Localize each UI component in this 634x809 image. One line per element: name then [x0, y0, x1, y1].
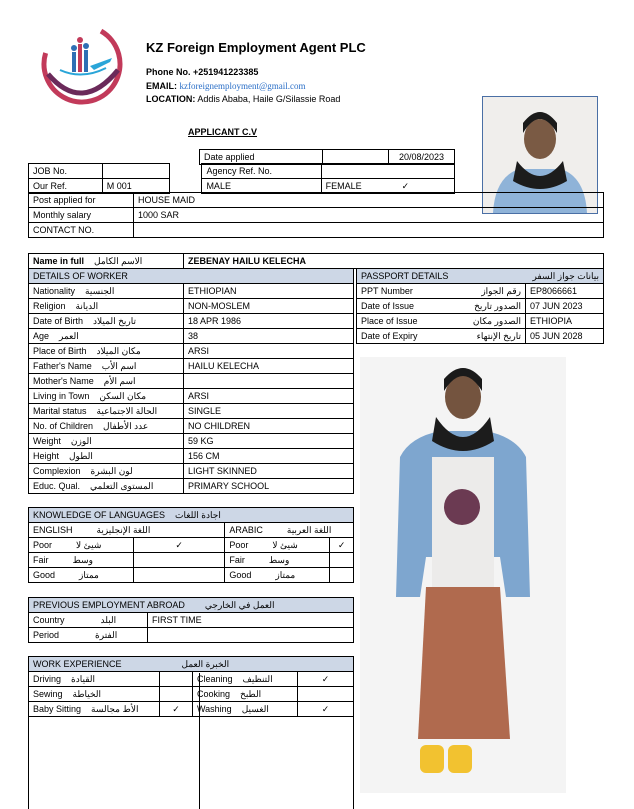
experience-divider	[199, 673, 200, 809]
company-name: KZ Foreign Employment Agent PLC	[146, 40, 366, 55]
detail-row: Place of Birth مكان الميلاد ARSI	[29, 344, 354, 359]
company-location: LOCATION: Addis Ababa, Haile G/Silassie Road	[146, 94, 341, 104]
experience-blank-area	[28, 716, 354, 809]
company-phone: Phone No. +251941223385	[146, 67, 259, 77]
passport-row: Date of Issue الصدور تاريخ 07 JUN 2023	[357, 299, 604, 314]
detail-row: Mother's Name اسم الأم	[29, 374, 354, 389]
language-level-row: Poor شيئ لا ✓ Poor شيئ لا ✓	[29, 538, 354, 553]
passport-row: Date of Expiry تاريخ الإنتهاء 05 JUN 2028	[357, 329, 604, 344]
detail-row: Living in Town مكان السكن ARSI	[29, 389, 354, 404]
passport-table: PASSPORT DETAILS بيانات جواز السفر PPT Number رقم الجواز EP8066661 Date of Issue الصدور تاريخ 07 JUN 2023 Place of Issue الصدور مكان ETHIOPIA Date of Expiry تاريخ الإنتهاء 05 JUN 2028	[356, 268, 604, 344]
company-email: EMAIL: kzforeignemployment@gmail.com	[146, 81, 306, 91]
arabic-check-icon	[330, 568, 354, 583]
detail-row: Complexion لون البشرة LIGHT SKINNED	[29, 464, 354, 479]
detail-row: No. of Children عدد الأطفال NO CHILDREN	[29, 419, 354, 434]
skill-check-icon: ✓	[298, 672, 354, 687]
detail-row: Religion الديانة NON-MOSLEM	[29, 299, 354, 314]
document-title: APPLICANT C.V	[188, 127, 258, 137]
male-label: MALE	[202, 179, 321, 194]
worker-details-table: DETAILS OF WORKER Nationality الجنسية ETHIOPIAN Religion الديانة NON-MOSLEM Date of Birth تاريخ الميلاد 18 APR 1986 Age العمر 38 Place of Birth مكان الميلاد ARSI Father's Name اسم الأب HAILU KELECHA Mother's Name اسم الأم Living in Town مكان السكن ARSI Marital status الحالة الاجتماعية SINGLE No. of Children عدد الأطفال NO CHILDREN Weight الوزن 59 KG Height الطول 156 CM Complexion لون البشرة LIGHT SKINNED Educ. Qual. المستوى التعلمي PRIMARY SCHOOL	[28, 268, 354, 494]
date-applied-table: Date applied 20/08/2023	[199, 149, 455, 165]
english-check-icon: ✓	[134, 538, 225, 553]
previous-employment-table: PREVIOUS EMPLOYMENT ABROAD العمل في الخارجي Country البلد FIRST TIME Period الفترة	[28, 597, 354, 643]
skill-check-icon	[298, 687, 354, 702]
languages-table: KNOWLEDGE OF LANGUAGES اجادة اللغات ENGLISH اللغة الإنجليزية ARABIC اللغة العربية Poor شيئ لا ✓ Poor شيئ لا ✓ Fair وسط Fair وسط Good ممتاز Good ممتاز	[28, 507, 354, 583]
email-link[interactable]: kzforeignemployment@gmail.com	[179, 81, 306, 91]
female-label: FEMALE	[325, 181, 362, 191]
experience-row: Baby Sitting الأط مجالسة ✓ Washing الغسيل ✓	[29, 702, 354, 717]
detail-row: Age العمر 38	[29, 329, 354, 344]
arabic-check-icon	[330, 553, 354, 568]
detail-row: Nationality الجنسية ETHIOPIAN	[29, 284, 354, 299]
applicant-full-photo	[360, 357, 566, 793]
skill-check-icon	[160, 672, 193, 687]
passport-row: PPT Number رقم الجواز EP8066661	[357, 284, 604, 299]
detail-row: Date of Birth تاريخ الميلاد 18 APR 1986	[29, 314, 354, 329]
applicant-name: ZEBENAY HAILU KELECHA	[184, 254, 604, 269]
work-experience-table: WORK EXPERIENCE الخبرة العمل Driving القيادة Cleaning التنظيف ✓ Sewing الخياطة Cooking الطبخ Baby Sitting الأط مجالسة ✓ Washing الغسيل ✓	[28, 656, 354, 717]
english-check-icon	[134, 568, 225, 583]
language-level-row: Fair وسط Fair وسط	[29, 553, 354, 568]
passport-row: Place of Issue الصدور مكان ETHIOPIA	[357, 314, 604, 329]
detail-row: Father's Name اسم الأب HAILU KELECHA	[29, 359, 354, 374]
detail-row: Marital status الحالة الاجتماعية SINGLE	[29, 404, 354, 419]
female-check-icon: ✓	[401, 181, 410, 191]
detail-row: Height الطول 156 CM	[29, 449, 354, 464]
reference-table: JOB No. Agency Ref. No. Our Ref. M 001 MALE FEMALE ✓	[28, 163, 455, 194]
name-table: Name in full الاسم الكامل ZEBENAY HAILU KELECHA	[28, 253, 604, 269]
language-level-row: Good ممتاز Good ممتاز	[29, 568, 354, 583]
skill-check-icon: ✓	[160, 702, 193, 717]
post-table: Post applied for HOUSE MAID Monthly salary 1000 SAR CONTACT NO.	[28, 192, 604, 238]
detail-row: Weight الوزن 59 KG	[29, 434, 354, 449]
skill-check-icon	[160, 687, 193, 702]
experience-row: Driving القيادة Cleaning التنظيف ✓	[29, 672, 354, 687]
arabic-check-icon: ✓	[330, 538, 354, 553]
company-logo	[40, 22, 124, 106]
english-check-icon	[134, 553, 225, 568]
detail-row: Educ. Qual. المستوى التعلمي PRIMARY SCHOOL	[29, 479, 354, 494]
experience-row: Sewing الخياطة Cooking الطبخ	[29, 687, 354, 702]
skill-check-icon: ✓	[298, 702, 354, 717]
